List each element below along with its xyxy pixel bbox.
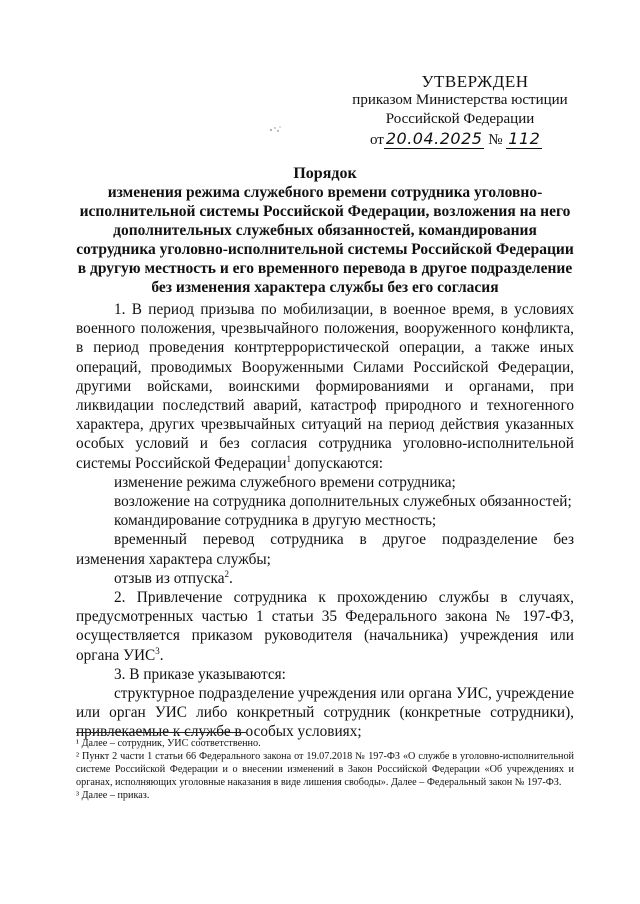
title-line-1: Порядок <box>293 165 357 182</box>
paragraph-2-end: . <box>159 646 164 664</box>
list-item-3: командирование сотрудника в другую местность; <box>114 512 437 530</box>
footnote-2: ² Пункт 2 части 1 статьи 66 Федерального закона от 19.07.2018 № 197-ФЗ «О службе в уголовно-исполнительной системе Российской Федерации и о внесении изменений в Закон Российской Федерации «Об учреждениях и органах, исполняющих уголовные наказания в виде лишения свободы». Далее – Федеральный закон № 197-ФЗ. <box>76 751 574 788</box>
paragraph-1-text: 1. В период призыва по мобилизации, в военное время, в условиях военного положения, чрезвычайного положения, вооруженного конфликта, в период проведения контртеррористической операции, а также иных операций, проводимых Вооруженными Силами Российской Федерации, другими войсками, воинскими формированиями и органами, при ликвидации последствий аварий, катастроф природного и техногенного характера, других чрезвычайных ситуаций на период действия указанных особых условий и без согласия сотрудника уголовно-исполнительной системы Российской Федерации <box>76 301 574 472</box>
paragraph-2-text: 2. Привлечение сотрудника к прохождению службы в случаях, предусмотренных частью 1 статьи 35 Федерального закона № 197-ФЗ, осуществляется приказом руководителя (начальника) учреждения или органа УИС <box>76 589 574 664</box>
footnote-1: ¹ Далее – сотрудник, УИС соответственно. <box>76 738 261 749</box>
document-body <box>76 300 574 742</box>
footnote-ref-2: 2 <box>224 568 229 579</box>
footnote-ref-1: 1 <box>286 453 291 464</box>
list-item-5-text: отзыв из отпуска <box>114 569 225 587</box>
footnote-3: ³ Далее – приказ. <box>76 790 150 801</box>
list-item-5-end: . <box>228 569 233 587</box>
title-line-3: исполнительной системы Российской Федерации, возложения на него <box>79 203 571 220</box>
title-line-4: дополнительных служебных обязанностей, командирования <box>113 222 537 239</box>
paragraph-1 <box>76 300 574 473</box>
order-date: 20.04.2025 <box>385 129 483 148</box>
approval-line-country: Российской Федерации <box>385 111 535 127</box>
paragraph-2 <box>76 588 574 665</box>
paragraph-3-item-1: структурное подразделение учреждения или органа УИС, учреждение или орган УИС либо конкретный сотрудник (конкретные сотрудники), привлекаемые к службе в особых условиях; <box>76 685 574 741</box>
list-item-5 <box>76 569 574 588</box>
list-item-4: временный перевод сотрудника в другое подразделение без изменения характера службы; <box>76 531 574 568</box>
footnotes <box>76 737 574 802</box>
title-line-5: сотрудника уголовно-исполнительной системы Российской Федерации <box>76 241 574 258</box>
order-number: 112 <box>508 129 541 148</box>
list-item-1: изменение режима служебного времени сотрудника; <box>114 473 456 491</box>
paragraph-3: 3. В приказе указываются: <box>114 665 286 683</box>
footnote-ref-3: 3 <box>155 645 160 656</box>
title-line-6: в другую местность и его временного перевода в другое подразделение <box>77 260 573 277</box>
title-line-7: без изменения характера службы без его согласия <box>151 279 499 296</box>
date-prefix: от <box>370 132 384 148</box>
approval-heading: УТВЕРЖДЕН <box>421 72 529 91</box>
title-line-2: изменения режима служебного времени сотрудника уголовно- <box>107 184 543 201</box>
document-title <box>70 164 580 297</box>
footnote-divider <box>76 732 246 733</box>
paragraph-1-end: допускаются: <box>290 454 384 472</box>
approval-line-ministry: приказом Министерства юстиции <box>352 92 568 108</box>
scan-speck <box>268 124 282 134</box>
approval-stamp <box>340 72 580 150</box>
list-item-2: возложение на сотрудника дополнительных служебных обязанностей; <box>114 493 572 511</box>
approval-order-line <box>370 129 580 150</box>
number-prefix: № <box>488 132 503 148</box>
